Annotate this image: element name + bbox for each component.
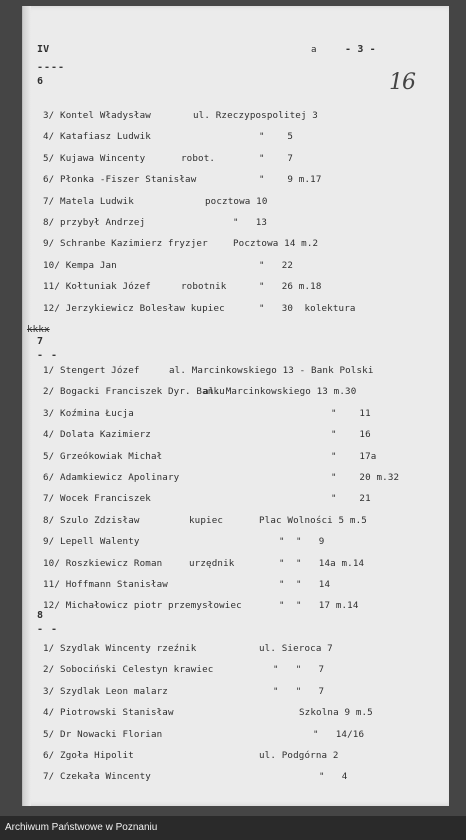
entry-name: 2/ Bogacki Franciszek Dyr. Banku (43, 386, 225, 398)
entry-name: 7/ Wocek Franciszek (43, 493, 151, 505)
entry-name: 6/ Zgoła Hipolit (43, 750, 134, 761)
entry-address: Szkolna 9 m.5 (299, 707, 373, 719)
entry-address: " " 7 (273, 685, 325, 697)
separator-dashes: ---- (37, 62, 66, 73)
entry-name: 12/ Michałowicz piotr przemysłowiec (43, 600, 242, 612)
entry-address: " 22 (259, 259, 294, 271)
entry-address: " 30 kolektura (259, 302, 356, 314)
entry-occupation: kupiec (189, 514, 224, 526)
entry-name: 4/ Dolata Kazimierz (43, 429, 151, 441)
entry-name: 5/ Grzeókowiak Michał (43, 450, 163, 462)
struck-out-mark: kkkx (27, 324, 50, 335)
entry-name: 6/ Adamkiewicz Apolinary (43, 472, 180, 483)
entry-address: " 9 m.17 (259, 174, 322, 186)
entry-name: 2/ Sobociński Celestyn krawiec (43, 664, 214, 676)
entry-name: 3/ Kontel Władysław (43, 110, 151, 121)
entry-name: 5/ Kujawa Wincenty (43, 152, 146, 164)
entry-name: 11/ Kołtuniak Józef (43, 281, 151, 293)
entry-address: " 13 (233, 217, 268, 228)
entry-address: " " 14a m.14 (279, 557, 365, 569)
entry-address: " 14/16 (313, 728, 365, 740)
document-page (22, 6, 449, 806)
page-fold-shadow (23, 6, 31, 806)
section-number: 7 (37, 336, 44, 347)
entry-occupation: robot. (181, 152, 216, 164)
separator-dashes: - - (37, 624, 59, 635)
entry-address: " 7 (259, 152, 294, 164)
header-mark: a (311, 44, 317, 55)
entry-name: 12/ Jerzykiewicz Bolesław kupiec (43, 302, 225, 314)
entry-name: 3/ Koźmina Łucja (43, 407, 134, 419)
entry-address: " 17a (331, 450, 377, 462)
entry-name: 5/ Dr Nowacki Florian (43, 728, 163, 740)
entry-name: 10/ Roszkiewicz Roman (43, 557, 163, 569)
entry-address: al. Marcinkowskiego 13 - Bank Polski (169, 365, 374, 376)
page-stamp: - 3 - (345, 44, 376, 55)
entry-address: ul. Sieroca 7 (259, 643, 333, 654)
entry-address: Plac Wolności 5 m.5 (259, 514, 367, 526)
entry-name: 7/ Czekała Wincenty (43, 771, 151, 783)
entry-name: 6/ Płonka -Fiszer Stanisław (43, 174, 197, 186)
entry-occupation: urzędnik (189, 557, 235, 569)
entry-name: 10/ Kempa Jan (43, 259, 117, 271)
page-number: IV (37, 44, 50, 55)
entry-occupation: robotnik (181, 281, 227, 293)
entry-address: " 16 (331, 429, 371, 441)
archive-footer: Archiwum Państwowe w Poznaniu (0, 816, 466, 840)
entry-name: 8/ przybył Andrzej (43, 217, 146, 228)
entry-name: 8/ Szulo Zdzisław (43, 514, 140, 526)
entry-address: pocztowa 10 (205, 195, 268, 207)
entry-name: 1/ Stengert Józef (43, 365, 140, 376)
entry-name: 1/ Szydlak Wincenty rzeźnik (43, 643, 197, 654)
entry-address: Pocztowa 14 m.2 (233, 238, 319, 250)
entry-address: " 4 (319, 771, 348, 783)
entry-name: 9/ Schranbe Kazimierz fryzjer (43, 238, 208, 250)
entry-address: " 21 (331, 493, 371, 505)
handwritten-folio-number: 16 (389, 70, 415, 95)
entry-name: 11/ Hoffmann Stanisław (43, 579, 168, 590)
separator-dashes: - - (37, 350, 59, 361)
entry-name: 4/ Piotrowski Stanisław (43, 707, 174, 719)
entry-name: 4/ Katafiasz Ludwik (43, 131, 151, 143)
entry-name: 3/ Szydlak Leon malarz (43, 685, 168, 697)
section-number: 6 (37, 76, 44, 87)
entry-address: " " 14 (279, 579, 331, 590)
entry-address: " 20 m.32 (331, 472, 400, 483)
entry-address: ul. Podgórna 2 (259, 750, 339, 761)
section-number: 8 (37, 610, 44, 621)
entry-address: " 5 (259, 131, 294, 143)
entry-address: " " 9 (279, 536, 325, 548)
entry-name: 7/ Matela Ludwik (43, 195, 134, 207)
entry-address: " " 17 m.14 (279, 600, 359, 612)
entry-address: al. Marcinkowskiego 13 m.30 (203, 386, 357, 398)
entry-occupation: ul. Rzeczypospolitej 3 (193, 110, 318, 121)
entry-address: " 26 m.18 (259, 281, 322, 293)
entry-name: 9/ Lepell Walenty (43, 536, 140, 548)
entry-address: " 11 (331, 407, 371, 419)
entry-address: " " 7 (273, 664, 325, 676)
